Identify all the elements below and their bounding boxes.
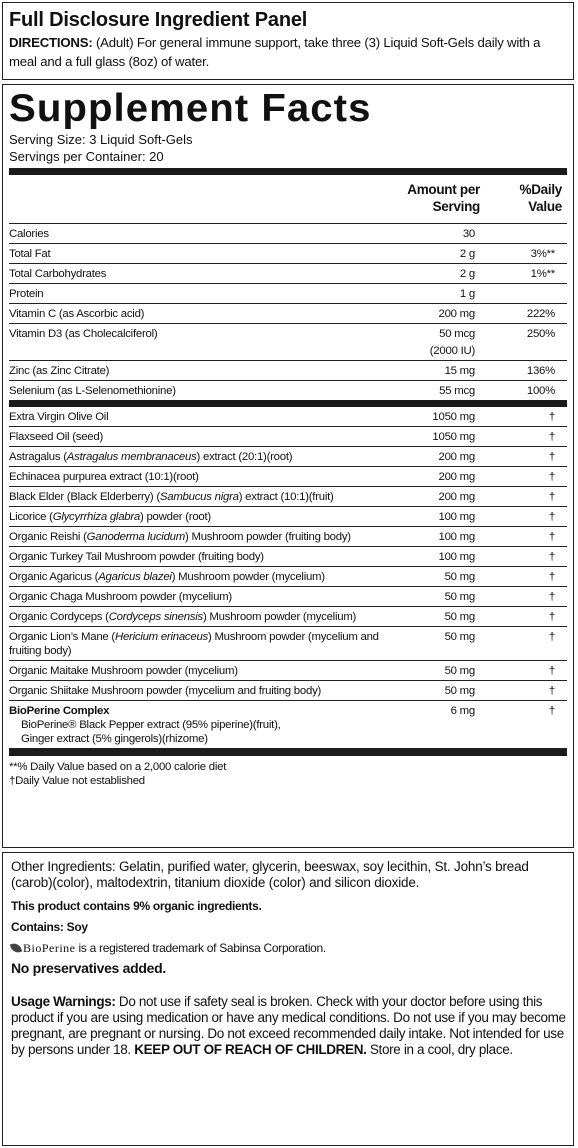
table-row: [9, 547, 567, 567]
row-daily-value: 1%**: [530, 268, 555, 280]
usage-warnings: Usage Warnings: Do not use if safety seal is broken. Check with your doctor before using this product if you are using medication or have any medical conditions. Do not use if you may become pregnant, are pregnant or nursing. Do not exceed recommended daily intake. Not intended for use by persons under 18. KEEP OUT OF REACH OF CHILDREN. Store in a cool, dry place.: [11, 994, 566, 1057]
row-name: Black Elder (Black Elderberry) (Sambucus nigra) extract (10:1)(fruit): [9, 491, 334, 503]
directions: [9, 33, 567, 71]
panel-title: Full Disclosure Ingredient Panel: [9, 9, 308, 31]
table-row: [9, 244, 567, 264]
row-daily-value: 250%: [526, 328, 555, 340]
row-daily-value: 100%: [526, 385, 555, 397]
table-row: [9, 507, 567, 527]
daily-value-header: %Daily Value: [519, 182, 562, 214]
row-daily-value: †: [548, 471, 555, 483]
row-name: Total Fat: [9, 248, 51, 260]
row-amount: 100 mg: [438, 531, 475, 543]
servings-per-container: Servings per Container: 20: [9, 149, 164, 164]
row-daily-value: 136%: [526, 365, 555, 377]
row-amount: 2 g: [459, 248, 475, 260]
amount-header: Amount per Serving: [407, 182, 480, 214]
table-row: [9, 304, 567, 324]
row-amount: 50 mg: [444, 571, 475, 583]
other-info-panel: [2, 852, 574, 1146]
row-name: Organic Lion’s Mane (Hericium erinaceus) Mushroom powder (mycelium and fruiting body): [9, 631, 379, 657]
row-name: Vitamin D3 (as Cholecalciferol): [9, 328, 158, 340]
row-amount: 200 mg: [438, 471, 475, 483]
table-row: [9, 681, 567, 701]
row-amount: 50 mcg: [439, 328, 475, 340]
supplement-facts-panel: [2, 84, 574, 848]
row-name: Total Carbohydrates: [9, 268, 107, 280]
allergen-contains: Contains: Soy: [11, 920, 88, 934]
row-name: Flaxseed Oil (seed): [9, 431, 104, 443]
row-amount: 200 mg: [438, 451, 475, 463]
row-amount: 50 mg: [444, 665, 475, 677]
row-amount: 30: [462, 228, 475, 240]
row-daily-value: †: [548, 491, 555, 503]
row-daily-value: †: [548, 571, 555, 583]
row-daily-value: †: [548, 431, 555, 443]
thick-divider: [9, 168, 567, 175]
row-amount: 50 mg: [444, 631, 475, 643]
table-row: [9, 284, 567, 304]
row-amount: 2 g: [459, 268, 475, 280]
thick-divider: [9, 749, 567, 756]
row-amount: 1050 mg: [432, 411, 475, 423]
row-amount: 55 mcg: [439, 385, 475, 397]
table-row: [9, 567, 567, 587]
row-daily-value: †: [548, 511, 555, 523]
other-ingredients: Other Ingredients: Gelatin, purified water, glycerin, beeswax, soy lecithin, St. John’s bread (carob)(color), maltodextrin, titanium dioxide (color) and silicon dioxide.: [11, 859, 529, 890]
table-row: [9, 587, 567, 607]
row-amount: 50 mg: [444, 611, 475, 623]
row-daily-value: †: [548, 665, 555, 677]
table-row: [9, 607, 567, 627]
bioperine-logo: BioPerine: [23, 941, 76, 955]
disclosure-panel: [2, 2, 574, 80]
row-name: Organic Shiitake Mushroom powder (mycelium and fruiting body): [9, 685, 322, 697]
table-row: [9, 487, 567, 507]
row-name: Zinc (as Zinc Citrate): [9, 365, 110, 377]
row-amount: 50 mg: [444, 685, 475, 697]
row-name: Organic Turkey Tail Mushroom powder (fruiting body): [9, 551, 264, 563]
row-amount: 100 mg: [438, 511, 475, 523]
facts-title: Supplement Facts: [9, 87, 372, 130]
row-amount: 1050 mg: [432, 431, 475, 443]
serving-size: Serving Size: 3 Liquid Soft-Gels: [9, 132, 193, 147]
row-daily-value: †: [548, 531, 555, 543]
row-name: Extra Virgin Olive Oil: [9, 411, 109, 423]
row-amount: 50 mg: [444, 591, 475, 603]
organic-note: This product contains 9% organic ingredients.: [11, 899, 262, 913]
row-name: Organic Reishi (Ganoderma lucidum) Mushroom powder (fruiting body): [9, 531, 351, 543]
row-name: Calories: [9, 228, 49, 240]
table-row: [9, 427, 567, 447]
footnote-not-established: †Daily Value not established: [9, 775, 145, 787]
bioperine-row: BioPerine Complex 6 mg † BioPerine® Black Pepper extract (95% piperine)(fruit), Ginger extract (5% gingerols)(rhizome): [9, 701, 567, 749]
table-row: [9, 661, 567, 681]
row-amount: 1 g: [459, 288, 475, 300]
row-amount: 200 mg: [438, 308, 475, 320]
no-preservatives: No preservatives added.: [11, 960, 166, 976]
table-row: [9, 361, 567, 381]
row-amount-secondary: (2000 IU): [429, 345, 475, 357]
table-row: [9, 264, 567, 284]
table-row: [9, 381, 567, 400]
row-name: Organic Chaga Mushroom powder (mycelium): [9, 591, 232, 603]
row-name: Astragalus (Astragalus membranaceus) extract (20:1)(root): [9, 451, 293, 463]
thick-divider: [9, 400, 567, 407]
footnote-daily-value: **% Daily Value based on a 2,000 calorie diet: [9, 761, 227, 773]
directions-label: DIRECTIONS:: [9, 35, 93, 50]
row-daily-value: †: [548, 611, 555, 623]
row-daily-value: †: [548, 451, 555, 463]
row-amount: 100 mg: [438, 551, 475, 563]
row-daily-value: †: [548, 631, 555, 643]
row-daily-value: †: [548, 551, 555, 563]
row-amount: 200 mg: [438, 491, 475, 503]
row-name: Vitamin C (as Ascorbic acid): [9, 308, 145, 320]
row-amount: 15 mg: [444, 365, 475, 377]
table-row: [9, 324, 567, 361]
table-row: [9, 627, 567, 661]
trademark-note: BioPerine is a registered trademark of Sabinsa Corporation.: [11, 941, 567, 956]
row-daily-value: 222%: [526, 308, 555, 320]
row-name: Protein: [9, 288, 44, 300]
table-row: [9, 467, 567, 487]
row-daily-value: †: [548, 685, 555, 697]
row-daily-value: †: [548, 411, 555, 423]
leaf-logo-icon: [10, 942, 22, 954]
row-name: Organic Cordyceps (Cordyceps sinensis) Mushroom powder (mycelium): [9, 611, 357, 623]
table-row: [9, 527, 567, 547]
directions-text: (Adult) For general immune support, take three (3) Liquid Soft-Gels daily with a meal and a full glass (8oz) of water.: [9, 35, 541, 69]
column-header: [9, 175, 567, 224]
ingredient-list: [9, 407, 567, 701]
table-row: [9, 407, 567, 427]
row-name: Organic Maitake Mushroom powder (mycelium): [9, 665, 238, 677]
nutrient-list: [9, 224, 567, 400]
row-name: Echinacea purpurea extract (10:1)(root): [9, 471, 199, 483]
table-row: [9, 447, 567, 467]
row-name: Selenium (as L-Selenomethionine): [9, 385, 176, 397]
row-daily-value: †: [548, 591, 555, 603]
row-name: Licorice (Glycyrrhiza glabra) powder (root): [9, 511, 211, 523]
row-name: Organic Agaricus (Agaricus blazei) Mushroom powder (mycelium): [9, 571, 325, 583]
table-row: [9, 224, 567, 244]
row-daily-value: 3%**: [530, 248, 555, 260]
